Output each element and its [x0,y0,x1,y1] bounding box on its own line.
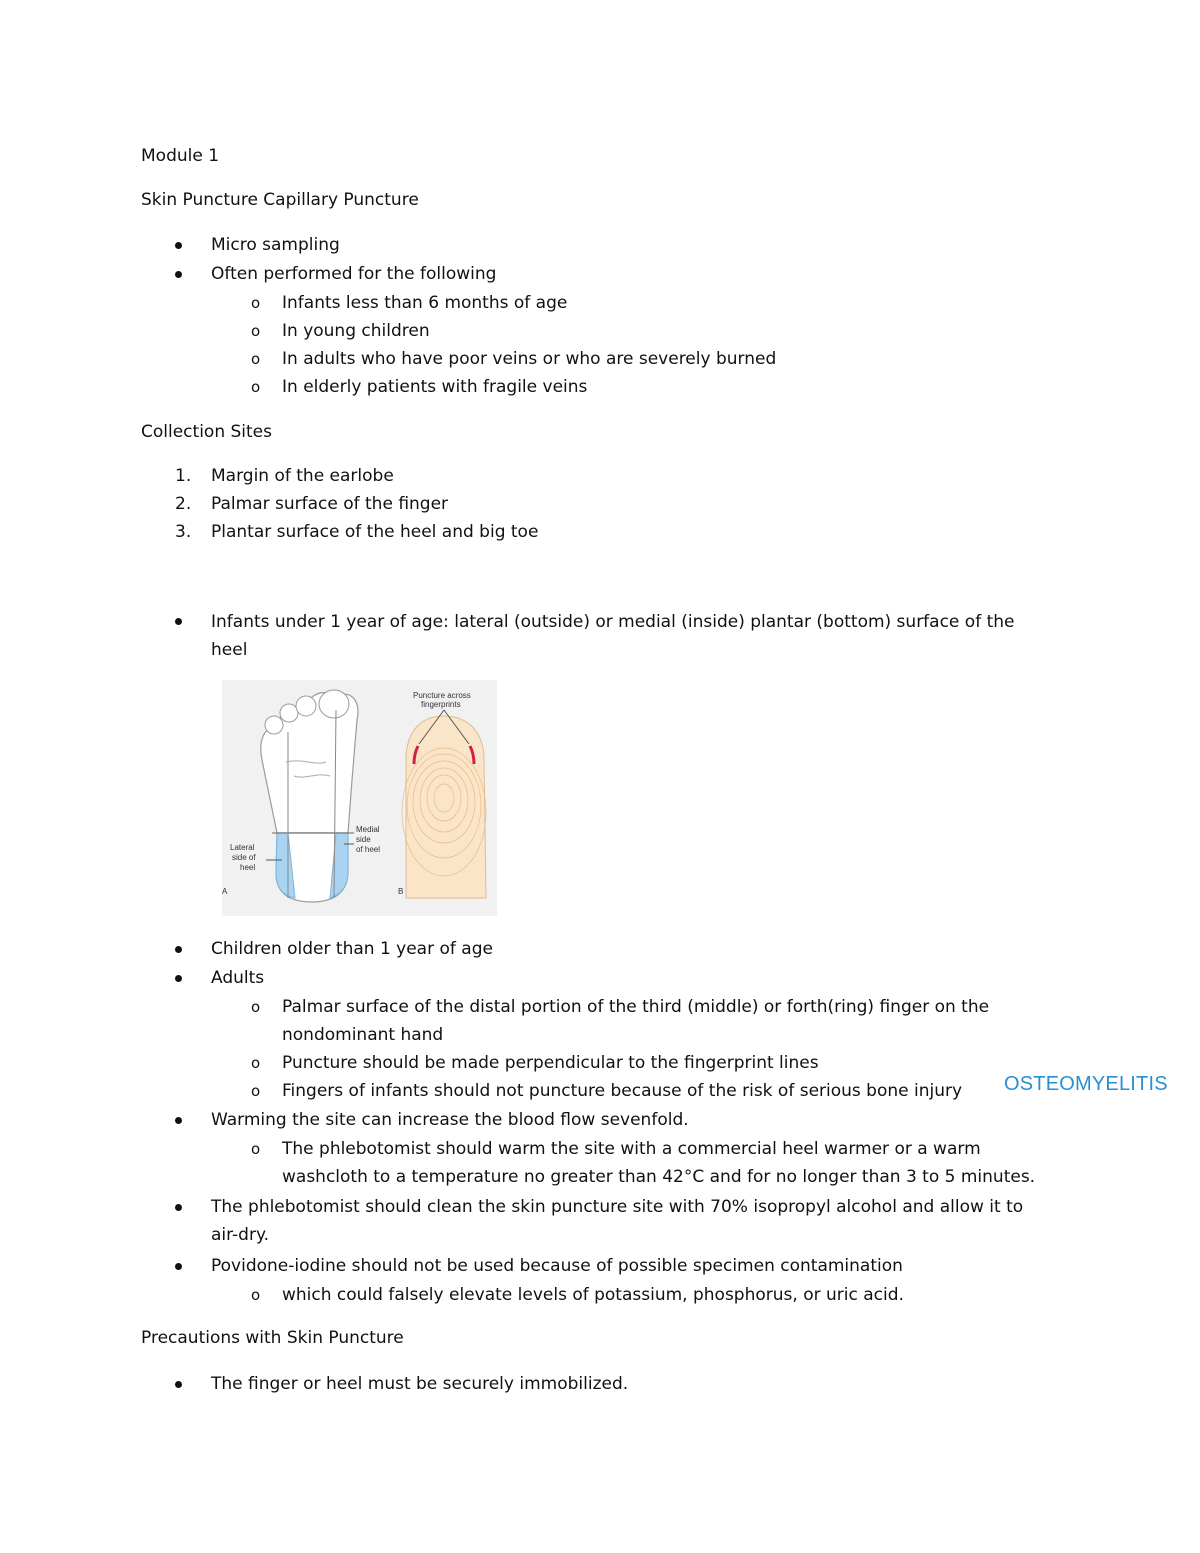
osteomyelitis-annotation: OSTEOMYELITIS [1004,1073,1168,1095]
list-item: Adults [211,968,265,988]
list-item: The finger or heel must be securely immobilized. [211,1374,629,1394]
label-medial: of heel [356,845,381,854]
bullet-icon [175,618,182,625]
label-lateral: side of [232,853,256,862]
sub-bullet-icon: o [251,378,261,396]
bullet-icon [175,946,182,953]
label-medial: side [356,835,371,844]
label-b: B [398,887,404,896]
sub-bullet-icon: o [251,1140,261,1158]
sub-bullet-icon: o [251,1082,261,1100]
section-title-skin-puncture: Skin Puncture Capillary Puncture [141,190,419,210]
list-item: Children older than 1 year of age [211,939,493,959]
sub-bullet-icon: o [251,998,261,1016]
list-item-continuation: heel [211,640,248,660]
list-number: 2. [175,494,192,514]
sub-list-item: In adults who have poor veins or who are severely burned [282,349,777,369]
label-puncture: Puncture across [413,691,471,700]
section-title-precautions: Precautions with Skin Puncture [141,1328,404,1348]
label-puncture: fingerprints [421,700,461,709]
sub-list-item: Fingers of infants should not puncture because of the risk of serious bone injury [282,1081,963,1101]
sub-list-item: Infants less than 6 months of age [282,293,568,313]
label-a: A [222,887,228,896]
sub-bullet-icon: o [251,1286,261,1304]
bullet-icon [175,1117,182,1124]
label-medial: Medial [356,825,380,834]
bullet-icon [175,1263,182,1270]
list-item: Often performed for the following [211,264,497,284]
bullet-icon [175,271,182,278]
sub-list-item-continuation: washcloth to a temperature no greater than 42°C and for no longer than 3 to 5 minutes. [282,1167,1036,1187]
sub-list-item: The phlebotomist should warm the site with a commercial heel warmer or a warm [282,1139,981,1159]
sub-list-item: Puncture should be made perpendicular to the fingerprint lines [282,1053,819,1073]
sub-list-item: In elderly patients with fragile veins [282,377,588,397]
sub-list-item-continuation: nondominant hand [282,1025,444,1045]
label-lateral: heel [240,863,256,872]
sub-list-item: In young children [282,321,430,341]
list-item-continuation: air-dry. [211,1225,269,1245]
section-title-collection-sites: Collection Sites [141,422,272,442]
list-item: Margin of the earlobe [211,466,394,486]
finger-outline [406,716,486,898]
big-toe-shape [319,690,349,718]
bullet-icon [175,242,182,249]
sub-bullet-icon: o [251,1054,261,1072]
list-number: 3. [175,522,192,542]
sub-list-item: which could falsely elevate levels of potassium, phosphorus, or uric acid. [282,1285,904,1305]
figure-illustration [222,680,497,916]
sub-bullet-icon: o [251,294,261,312]
toe-shape [296,696,316,716]
bullet-icon [175,975,182,982]
heel-finger-figure [222,680,497,916]
module-title: Module 1 [141,146,220,166]
list-item: Micro sampling [211,235,340,255]
bullet-icon [175,1204,182,1211]
list-number: 1. [175,466,192,486]
bullet-icon [175,1381,182,1388]
list-item: Palmar surface of the finger [211,494,449,514]
sub-list-item: Palmar surface of the distal portion of the third (middle) or forth(ring) finger on the [282,997,990,1017]
list-item: The phlebotomist should clean the skin puncture site with 70% isopropyl alcohol and allow it to [211,1197,1024,1217]
list-item: Infants under 1 year of age: lateral (outside) or medial (inside) plantar (bottom) surface of the [211,612,1015,632]
toe-shape [265,716,283,734]
toe-shape [280,704,298,722]
list-item: Warming the site can increase the blood flow sevenfold. [211,1110,689,1130]
sub-bullet-icon: o [251,350,261,368]
label-lateral: Lateral [230,843,255,852]
sub-bullet-icon: o [251,322,261,340]
list-item: Plantar surface of the heel and big toe [211,522,539,542]
list-item: Povidone-iodine should not be used because of possible specimen contamination [211,1256,903,1276]
